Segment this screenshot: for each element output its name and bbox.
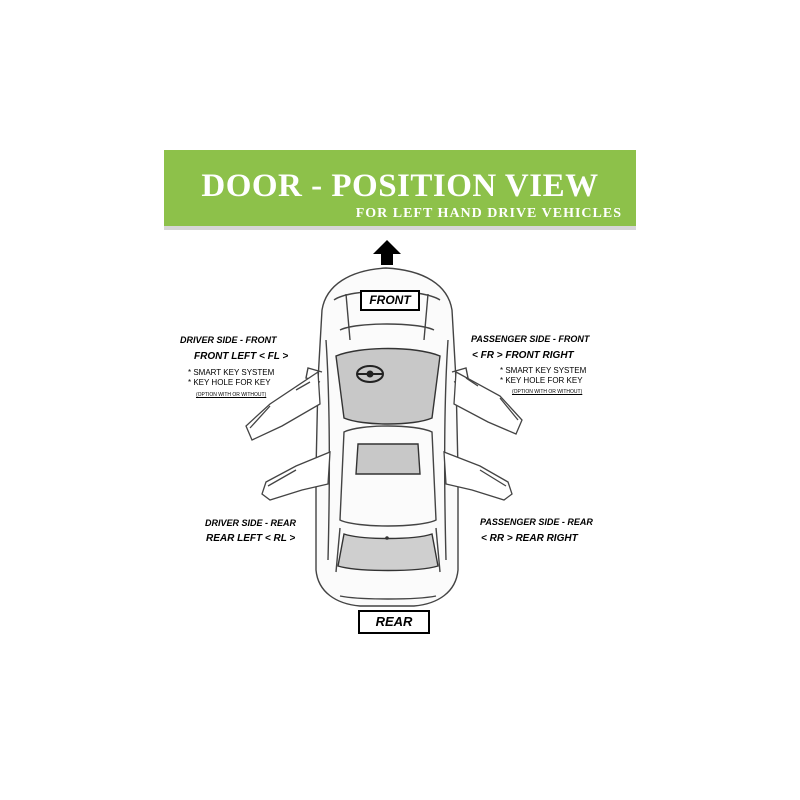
windshield bbox=[336, 349, 440, 425]
front-right-option-note: (OPTION WITH OR WITHOUT) bbox=[512, 389, 583, 395]
rear-right-heading: PASSENGER SIDE - REAR bbox=[480, 517, 593, 527]
front-right-note-1: * SMART KEY SYSTEM bbox=[500, 366, 587, 375]
front-tag: FRONT bbox=[360, 290, 420, 311]
rear-tag: REAR bbox=[358, 610, 430, 634]
rear-left-heading: DRIVER SIDE - REAR bbox=[205, 518, 297, 528]
rear-right-code: < RR > REAR RIGHT bbox=[481, 533, 578, 544]
front-right-note-2: * KEY HOLE FOR KEY bbox=[500, 376, 583, 385]
front-left-code: FRONT LEFT < FL > bbox=[194, 351, 289, 362]
front-right-code: < FR > FRONT RIGHT bbox=[472, 350, 574, 361]
rear-left-code: REAR LEFT < RL > bbox=[206, 533, 296, 544]
front-left-note-1: * SMART KEY SYSTEM bbox=[188, 368, 275, 377]
banner-subtitle: FOR LEFT HAND DRIVE VEHICLES bbox=[355, 206, 622, 221]
banner-title: DOOR - POSITION VIEW bbox=[201, 168, 599, 204]
front-left-note-2: * KEY HOLE FOR KEY bbox=[188, 378, 271, 387]
front-right-heading: PASSENGER SIDE - FRONT bbox=[471, 334, 590, 344]
front-left-heading: DRIVER SIDE - FRONT bbox=[180, 335, 277, 345]
sunroof bbox=[356, 444, 420, 474]
front-left-option-note: (OPTION WITH OR WITHOUT) bbox=[196, 392, 267, 398]
forward-arrow-icon bbox=[373, 240, 401, 265]
rear-window-dot bbox=[385, 536, 389, 540]
